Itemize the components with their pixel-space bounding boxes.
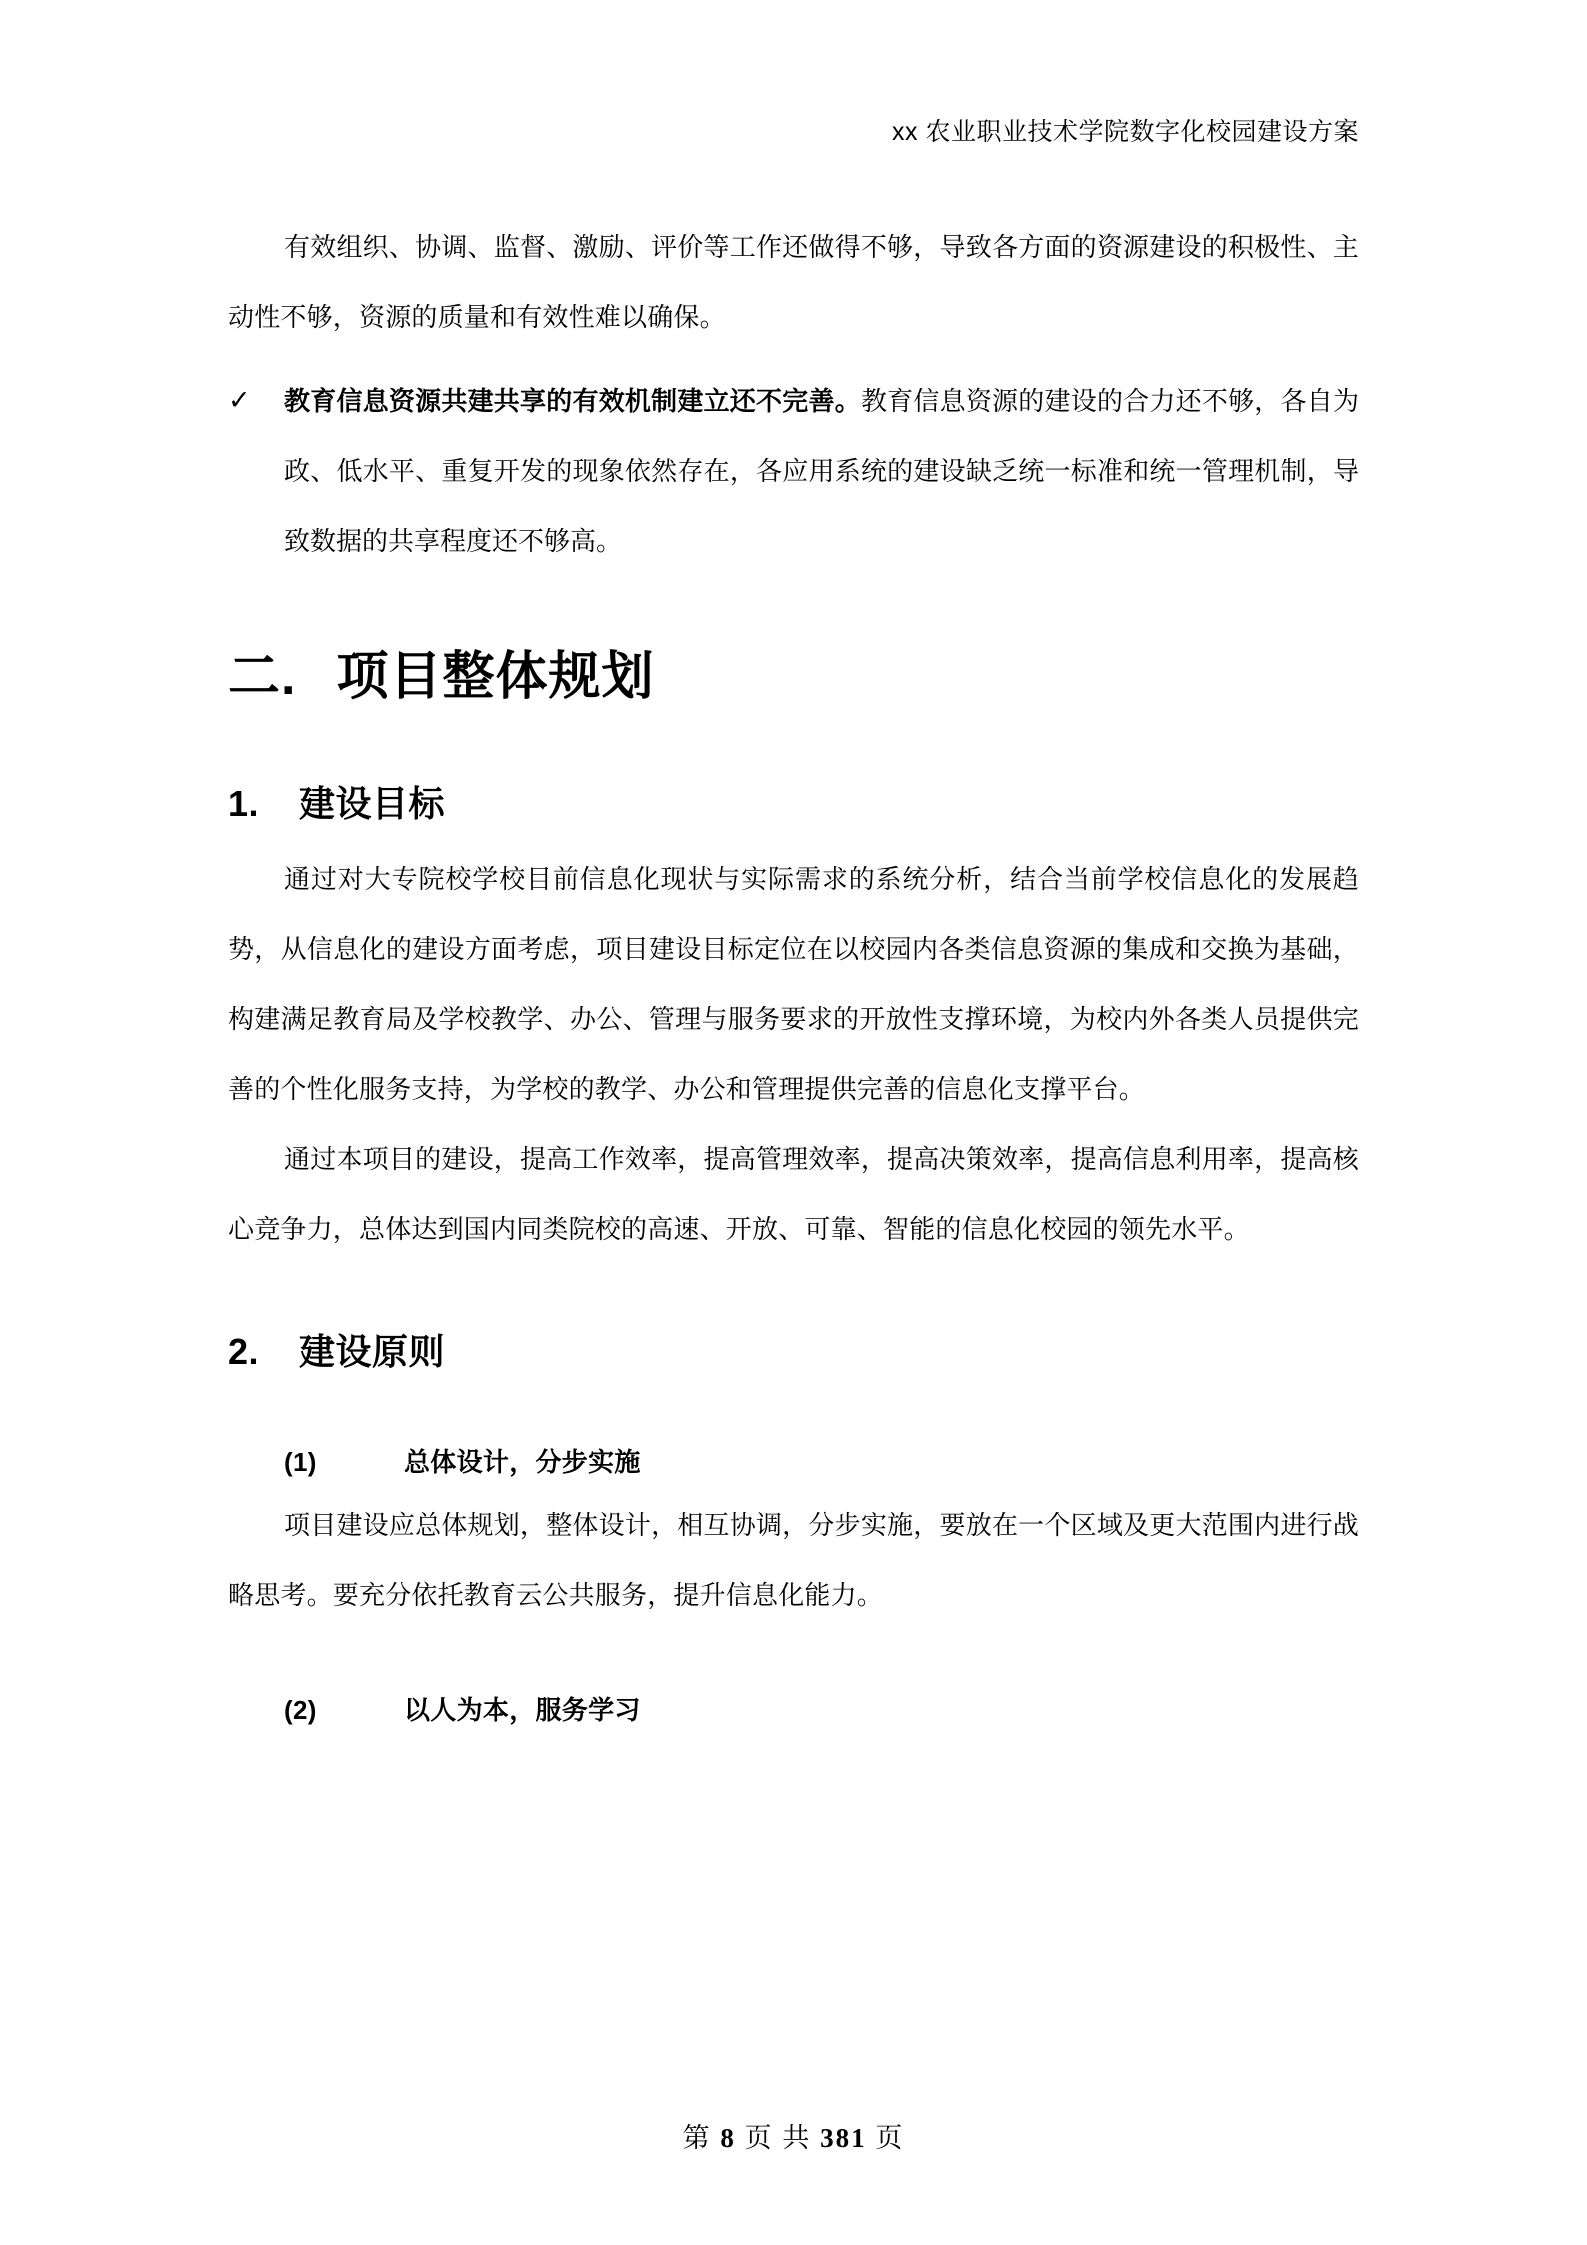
running-header: xx 农业职业技术学院数字化校园建设方案 <box>892 118 1359 146</box>
principle-paragraph-1: 项目建设应总体规划，整体设计，相互协调，分步实施，要放在一个区域及更大范围内进行战略思考。要充分依托教育云公共服务，提升信息化能力。 <box>228 1510 1359 1610</box>
goal-paragraph-1: 通过对大专院校学校目前信息化现状与实际需求的系统分析，结合当前学校信息化的发展趋势，从信息化的建设方面考虑，项目建设目标定位在以校园内各类信息资源的集成和交换为基础，构建满足教育局及学校教学、办公、管理与服务要求的开放性支撑环境，为校内外各类人员提供完善的个性化服务支持，为学校的教学、办公和管理提供完善的信息化支撑平台。 <box>228 864 1359 1104</box>
principle-heading-1 <box>228 1434 1359 1490</box>
section-heading-number: 二. <box>228 648 297 706</box>
footer-prefix: 第 <box>682 2123 712 2153</box>
check-list-item <box>228 366 1359 576</box>
footer-total-pages: 381 <box>820 2123 867 2153</box>
checkmark-icon: ✓ <box>228 385 251 416</box>
sub-heading-建设原则 <box>228 1322 1359 1382</box>
sub-heading-number: 2. <box>228 1331 260 1372</box>
sub-heading-number: 1. <box>228 783 260 824</box>
sub-heading-建设目标 <box>228 774 1359 834</box>
check-item-bold-lead: 教育信息资源共建共享的有效机制建立还不完善。 <box>284 386 861 416</box>
sub-heading-title: 建设原则 <box>299 1331 446 1372</box>
goal-paragraph-2: 通过本项目的建设，提高工作效率，提高管理效率，提高决策效率，提高信息利用率，提高核心竞争力，总体达到国内同类院校的高速、开放、可靠、智能的信息化校园的领先水平。 <box>228 1144 1359 1244</box>
footer-middle: 页 共 <box>744 2123 812 2153</box>
spacer <box>228 834 1359 844</box>
principle-title: 总体设计，分步实施 <box>404 1447 641 1477</box>
principle-title: 以人为本，服务学习 <box>404 1695 641 1725</box>
check-item-body: 教育信息资源的建设的合力还不够，各自为政、低水平、重复开发的现象依然存在，各应用系统的建设缺乏统一标准和统一管理机制，导致数据的共享程度还不够高。 <box>284 386 1359 556</box>
continued-paragraph: 有效组织、协调、监督、激励、评价等工作还做得不够，导致各方面的资源建设的积极性、主动性不够，资源的质量和有效性难以确保。 <box>228 232 1359 332</box>
sub-heading-title: 建设目标 <box>299 783 446 824</box>
section-heading-title: 项目整体规划 <box>336 648 655 706</box>
footer-suffix: 页 <box>875 2123 905 2153</box>
principle-number: (1) <box>284 1447 317 1477</box>
page-content <box>228 212 1359 1738</box>
principle-number: (2) <box>284 1695 317 1725</box>
footer-page-number: 8 <box>720 2123 736 2153</box>
section-heading-level-1 <box>228 638 1359 716</box>
page-footer <box>0 2116 1587 2155</box>
principle-heading-2 <box>228 1682 1359 1738</box>
